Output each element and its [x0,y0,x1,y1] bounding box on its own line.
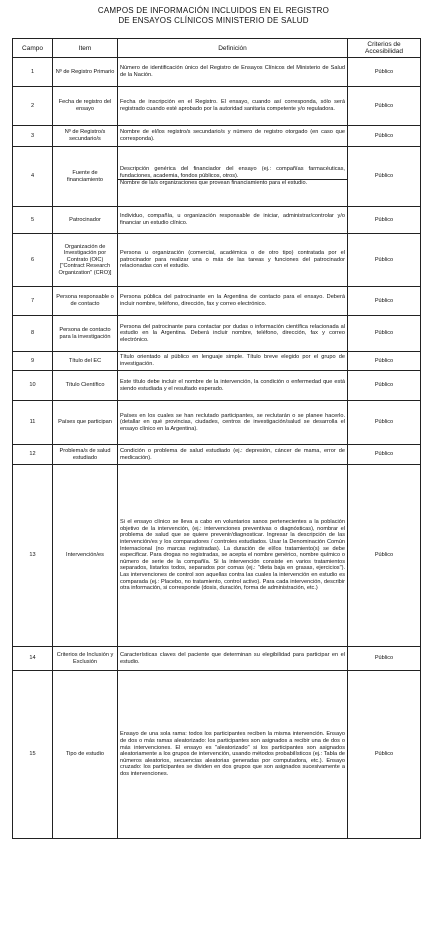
accessibility-criterion: Público [348,647,421,671]
table-row [13,465,421,647]
table-row [13,58,421,87]
campo-number: 5 [13,207,53,234]
definition-cell [118,58,348,87]
title-line-1: CAMPOS DE INFORMACIÓN INCLUIDOS EN EL REGISTRO [97,6,330,15]
title-line-2: DE ENSAYOS CLÍNICOS MINISTERIO DE SALUD [118,16,309,25]
definition-text: Persona pública del patrocinante en la Argentina de contacto para el ensayo. Deberá incluir nombre, teléfono, dirección, fax y correo electrónico. [120,294,345,307]
campo-number: 11 [13,401,53,445]
item-name: Nº de Registro/s secundario/s [53,126,118,147]
definition-text: Nombre de la/s organizaciones que provean financiamiento para el estudio. [118,179,347,187]
campo-number: 1 [13,58,53,87]
accessibility-criterion: Público [348,401,421,445]
item-name: Título Científico [53,371,118,401]
campo-number: 13 [13,465,53,647]
campo-number: 15 [13,671,53,839]
accessibility-criterion: Público [348,87,421,126]
definition-text: Descripción genérica del financiador del ensayo (ej.: compañías farmacéuticas, fundaciones, academia, fondos públicos, otros). [120,166,345,179]
campo-number: 3 [13,126,53,147]
accessibility-criterion: Público [348,58,421,87]
accessibility-criterion: Público [348,287,421,316]
definition-cell [118,445,348,465]
accessibility-criterion: Público [348,445,421,465]
accessibility-criterion: Público [348,234,421,287]
item-name: Intervención/es [53,465,118,647]
definition-cell [118,371,348,401]
definition-cell [118,352,348,371]
accessibility-criterion: Público [348,316,421,352]
definition-text: Condición o problema de salud estudiado (ej.: depresión, cáncer de mama, error de medicación). [120,447,345,461]
table-row [13,445,421,465]
header-campo: Campo [13,39,53,58]
definition-text: Si el ensayo clínico se lleva a cabo en voluntarios sanos pertenecientes a la población objetivo de la intervención, (ej.: intervenciones preventivas o diagnósticas), nombrar el problema de salud que se quiere prevenir/diagnosticar. Ingresar la descripción de las intervención/es y los comparadores / controles estudiados. Usar la Denominación Común Internacional (no marcas registradas). La duración de el/los tratamiento(s) se debe especificar. Para drogas no registradas, se acepta el nombre genérico, nombre químico o número de serie de la compañía. Si la intervención consiste en varios tratamientos separados, listarlos todos, separados por comas (ej.: "dieta baja en grasas, ejercicios"). Las intervenciones de control son aquellas contra las cuales la intervención en estudio es comparada (ej.: Placebo, no tratamiento, control activo). Para cada intervención, describir otra información, si corresponde (dosis, duración, forma de administración, etc.) [120,519,345,592]
campo-number: 9 [13,352,53,371]
table-row [13,401,421,445]
definition-text: Persona u organización (comercial, académica o de otro tipo) contratada por el patrocinador para realizar una o más de las tareas y funciones del patrocinador relacionadas con el estudio. [120,250,345,270]
definition-cell [118,465,348,647]
accessibility-criterion: Público [348,352,421,371]
table-row [13,207,421,234]
table-row [13,87,421,126]
item-name: Título del EC [53,352,118,371]
page-title [0,6,427,26]
definition-text: Características claves del paciente que determinan su elegibilidad para participar en el estudio. [120,651,345,665]
accessibility-criterion: Público [348,126,421,147]
definition-text: Individuo, compañía, u organización responsable de iniciar, administrar/controlar y/o financiar un estudio clínico. [120,213,345,226]
definition-cell [118,207,348,234]
campo-number: 12 [13,445,53,465]
definition-cell [118,147,348,207]
definition-text: Persona del patrocinante para contactar por dudas o información científica relacionada al estudio en la Argentina. Deberá incluir nombre, teléfono, dirección, fax y correo electrónico. [120,323,345,343]
definition-cell [118,234,348,287]
definition-text: Países en los cuales se han reclutado participantes, se reclutarán o se planee hacerlo. (detallar en qué provincias, ciudades, centros de investigación/salud se desarrolla el ensayo clínico en la Argentina). [120,412,345,432]
definition-cell [118,87,348,126]
accessibility-criterion: Público [348,207,421,234]
table-row [13,287,421,316]
campo-number: 4 [13,147,53,207]
registry-fields-table [12,38,421,839]
definition-cell [118,126,348,147]
definition-cell [118,401,348,445]
definition-text: Este título debe incluir el nombre de la intervención, la condición o enfermedad que está siendo estudiada y el resultado esperado. [120,378,345,392]
item-name: Problema/s de salud estudiado [53,445,118,465]
definition-cell [118,671,348,839]
header-definicion: Definición [118,39,348,58]
table-row [13,671,421,839]
header-criterios: Criterios de Accesibilidad [348,39,421,58]
campo-number: 2 [13,87,53,126]
table-row [13,147,421,207]
table-row [13,234,421,287]
definition-cell [118,316,348,352]
campo-number: 14 [13,647,53,671]
item-name: Patrocinador [53,207,118,234]
item-name: Criterios de Inclusión y Exclusión [53,647,118,671]
table-header-row [13,39,421,58]
item-name: Fuente de financiamiento [53,147,118,207]
table-row [13,316,421,352]
campo-number: 7 [13,287,53,316]
campo-number: 6 [13,234,53,287]
table-row [13,371,421,401]
header-item: Item [53,39,118,58]
item-name: Nº de Registro Primario [53,58,118,87]
item-name: Organización de Investigación por Contrato (OIC) ["Contract Research Organization" (CRO)] [53,234,118,287]
campo-number: 8 [13,316,53,352]
item-name: Persona responsable o de contacto [53,287,118,316]
definition-text: Título orientado al público en lenguaje simple. Título breve elegido por el grupo de investigación. [120,354,345,367]
definition-text: Nombre de el/los registro/s secundario/s y número de registro otorgado (en caso que corresponda). [120,129,345,142]
campo-number: 10 [13,371,53,401]
accessibility-criterion: Público [348,671,421,839]
accessibility-criterion: Público [348,371,421,401]
definition-cell [118,287,348,316]
accessibility-criterion: Público [348,465,421,647]
item-name: Países que participan [53,401,118,445]
definition-text: Ensayo de una sola rama: todos los participantes reciben la misma intervención. Ensayo de dos o más ramas aleatorizado: los participantes son asignados a recibir una de dos o más intervenciones. El ensayo es "aleatorizado" si los participantes son asignados aleatoriamente a los grupos de intervención, usando métodos probabilísticos (ej.: Tabla de números aleatorios, secuencias aleatorias generadas por computadora, etc.). Ensayo cruzado: los participantes se dividen en dos grupos que son asignados sucesivamente a dos intervenciones. [120,731,345,777]
definition-text: Número de identificación único del Registro de Ensayos Clínicos del Ministerio de Salud de la Nación. [120,65,345,78]
table-row [13,126,421,147]
table-row [13,352,421,371]
item-name: Tipo de estudio [53,671,118,839]
table-row [13,647,421,671]
accessibility-criterion: Público [348,147,421,207]
definition-text: Fecha de inscripción en el Registro. El ensayo, cuando así corresponda, sólo será registrado cuando esté aprobado por la autoridad sanitaria competente y/o reguladora. [120,99,345,112]
item-name: Fecha de registro del ensayo [53,87,118,126]
definition-cell [118,647,348,671]
item-name: Persona de contacto para la investigación [53,316,118,352]
